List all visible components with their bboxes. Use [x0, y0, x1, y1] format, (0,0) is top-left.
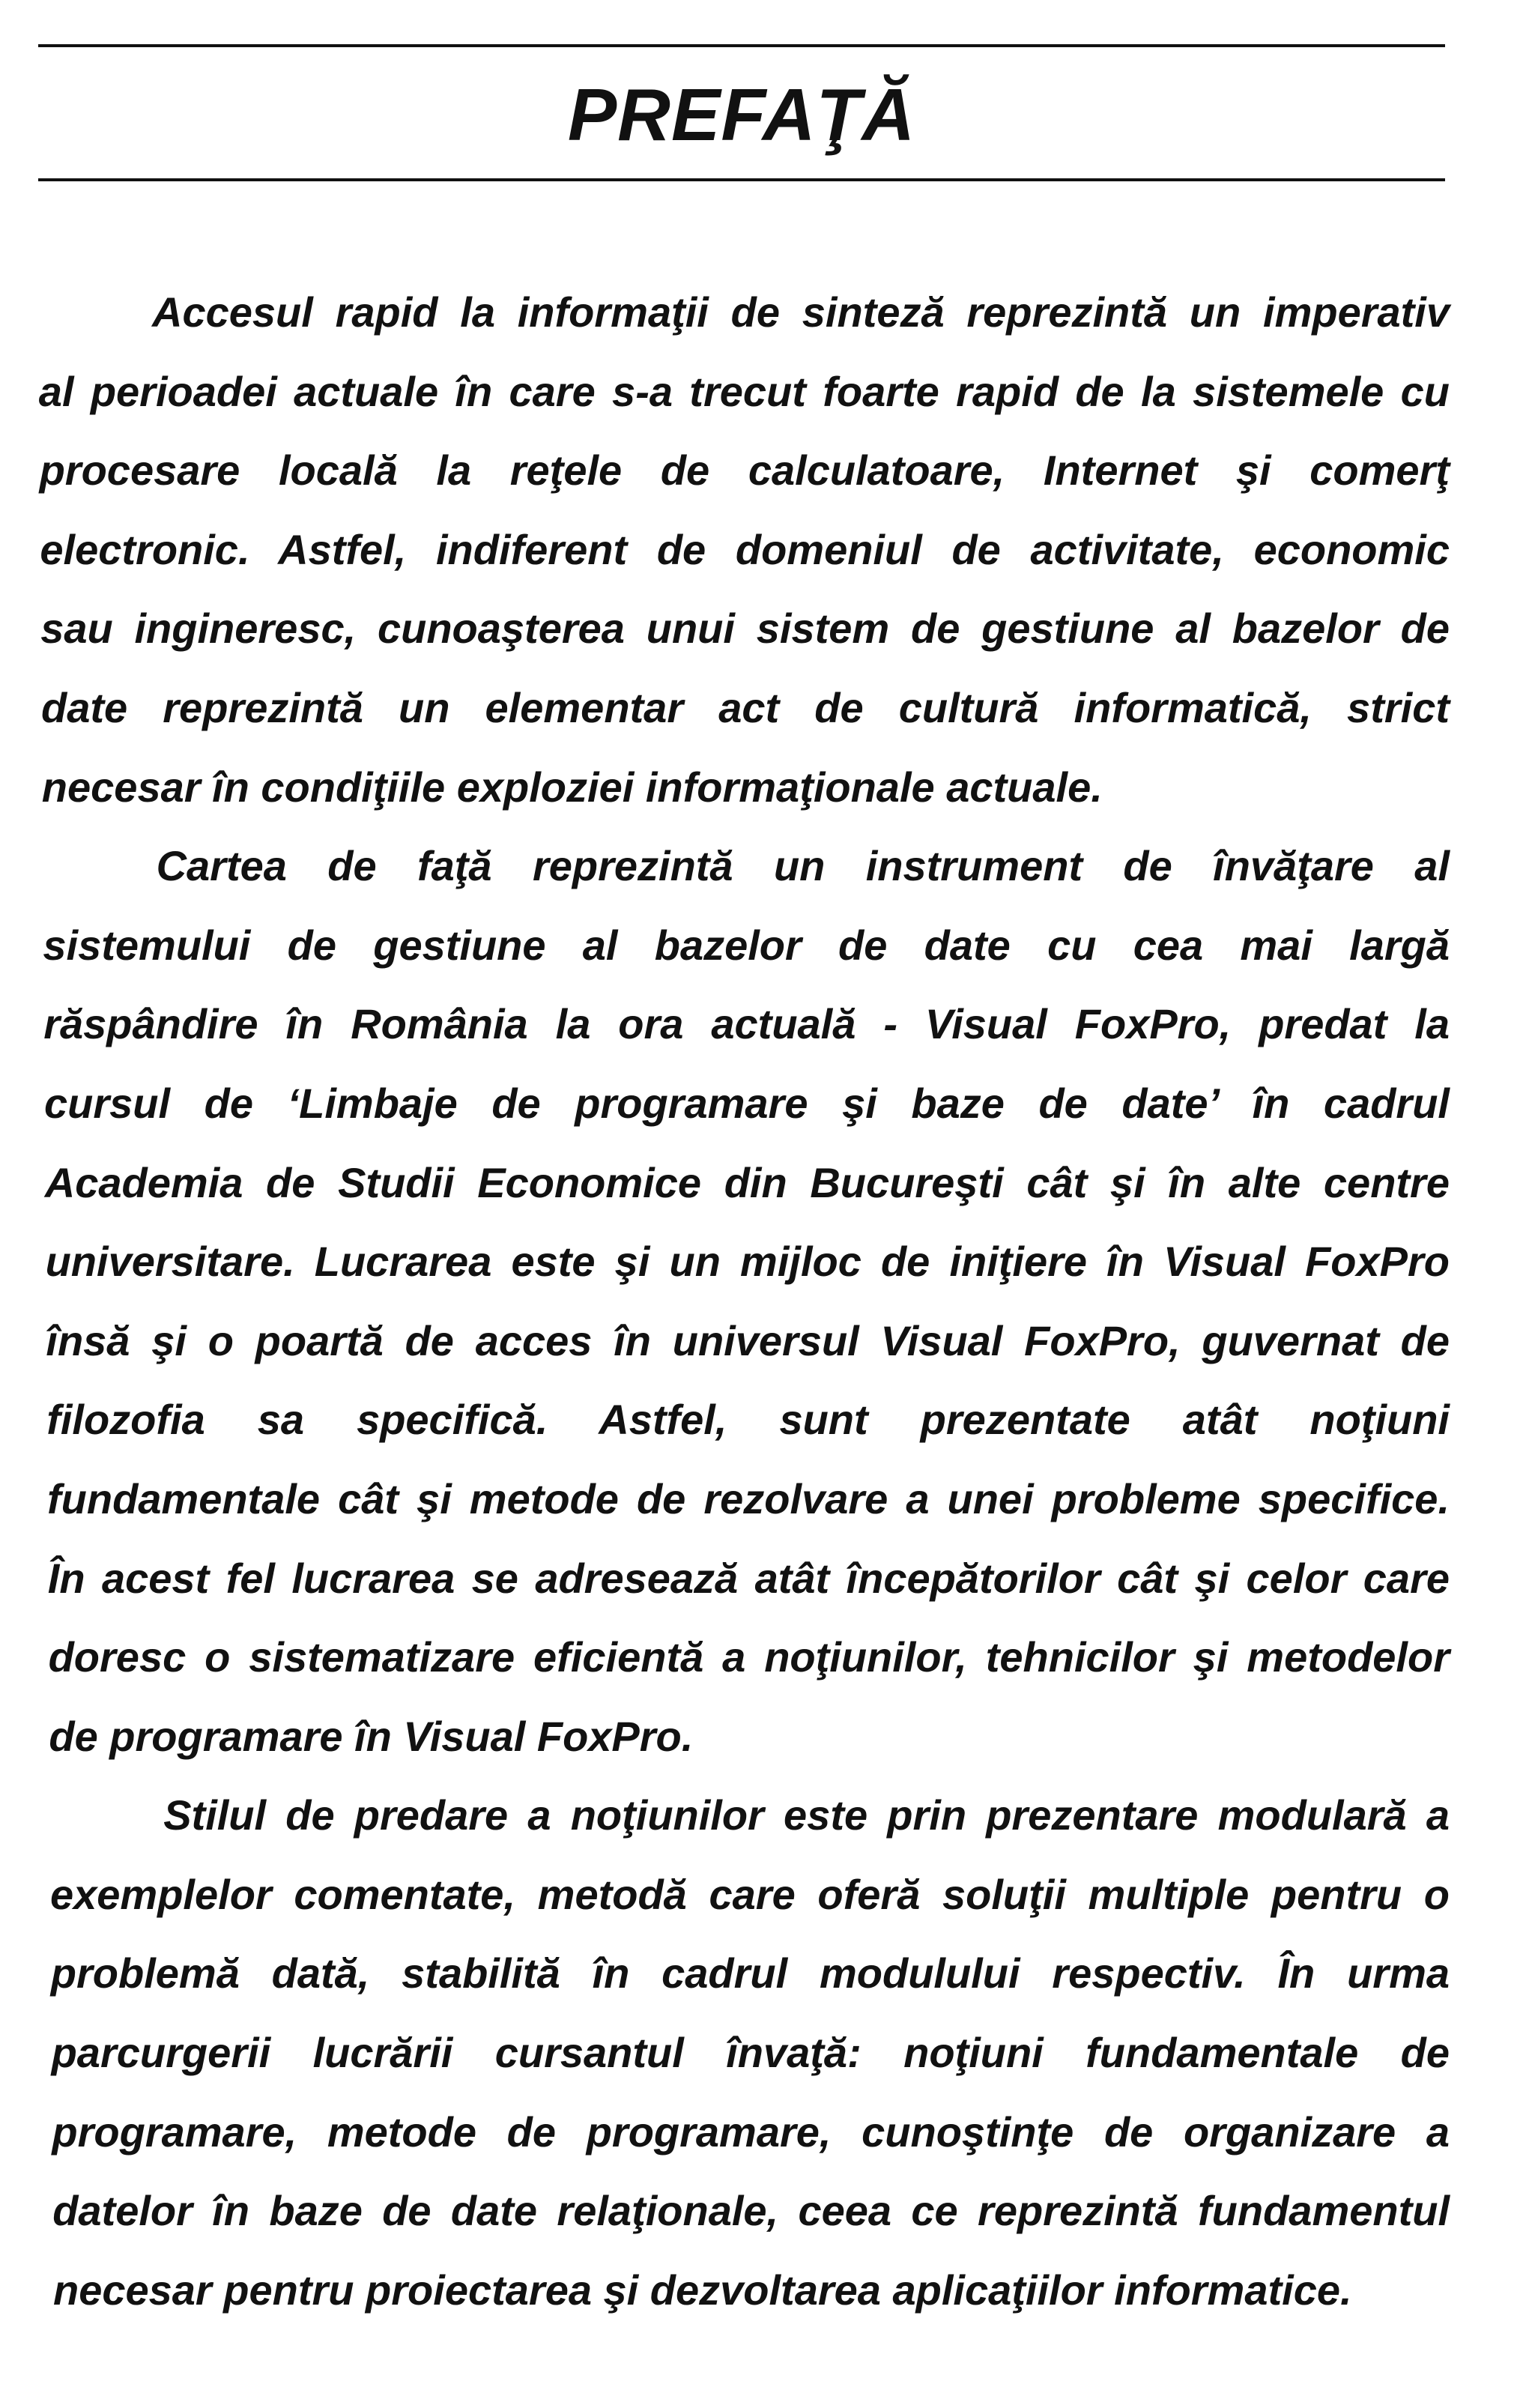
text-line: electronic. Astfel, indiferent de domeniul de activitate, economic	[40, 525, 1450, 573]
paragraph	[38, 826, 1450, 1776]
page-title: PREFAŢĂ	[567, 73, 916, 156]
text-line: date reprezintă un elementar act de cultură informatică, strict	[41, 683, 1450, 731]
text-line: de programare în Visual FoxPro.	[49, 1712, 694, 1760]
paragraph	[38, 273, 1450, 826]
text-line: problemă dată, stabilită în cadrul modulului respectiv. În urma	[50, 1949, 1450, 1997]
text-line: cursul de ‘Limbaje de programare şi baze de date’ în cadrul	[44, 1079, 1450, 1127]
text-line: însă şi o poartă de acces în universul Visual FoxPro, guvernat de	[46, 1316, 1450, 1364]
text-line: doresc o sistematizare eficientă a noţiunilor, tehnicilor şi metodelor	[48, 1633, 1450, 1681]
text-line: răspândire în România la ora actuală - Visual FoxPro, predat la	[43, 1000, 1450, 1048]
bottom-rule	[38, 178, 1445, 181]
text-line: sistemului de gestiune al bazelor de date cu cea mai largă	[43, 921, 1450, 969]
text-line: Accesul rapid la informaţii de sinteză reprezintă un imperativ	[152, 288, 1450, 336]
text-line: sau ingineresc, cunoaşterea unui sistem de gestiune al bazelor de	[40, 605, 1450, 653]
text-line: necesar în condiţiile exploziei informaţionale actuale.	[41, 763, 1103, 811]
text-line: universitare. Lucrarea este şi un mijloc de iniţiere în Visual FoxPro	[45, 1238, 1450, 1286]
text-line: În acest fel lucrarea se adresează atât începătorilor cât şi celor care	[47, 1554, 1450, 1602]
text-line: Stilul de predare a noţiunilor este prin prezentare modulară a	[163, 1791, 1450, 1839]
text-line: Cartea de faţă reprezintă un instrument de învăţare al	[156, 842, 1450, 890]
text-line: datelor în baze de date relaţionale, ceea ce reprezintă fundamentul	[52, 2187, 1450, 2235]
text-line: programare, metode de programare, cunoştinţe de organizare a	[52, 2108, 1450, 2156]
body-text	[38, 273, 1450, 2329]
text-line: fundamentale cât şi metode de rezolvare a unei probleme specifice.	[47, 1474, 1450, 1522]
text-line: filozofia sa specifică. Astfel, sunt prezentate atât noţiuni	[46, 1396, 1450, 1444]
paragraph	[38, 1776, 1450, 2329]
text-line: al perioadei actuale în care s-a trecut foarte rapid de la sistemele cu	[38, 367, 1450, 415]
text-line: exemplelor comentate, metodă care oferă soluţii multiple pentru o	[50, 1870, 1450, 1918]
text-line: parcurgerii lucrării cursantul învaţă: noţiuni fundamentale de	[51, 2029, 1450, 2077]
text-line: procesare locală la reţele de calculatoare, Internet şi comerţ	[39, 447, 1450, 494]
top-rule	[38, 44, 1445, 47]
text-line: necesar pentru proiectarea şi dezvoltarea aplicaţiilor informatice.	[53, 2266, 1352, 2314]
text-line: Academia de Studii Economice din Bucureşti cât şi în alte centre	[44, 1158, 1450, 1206]
